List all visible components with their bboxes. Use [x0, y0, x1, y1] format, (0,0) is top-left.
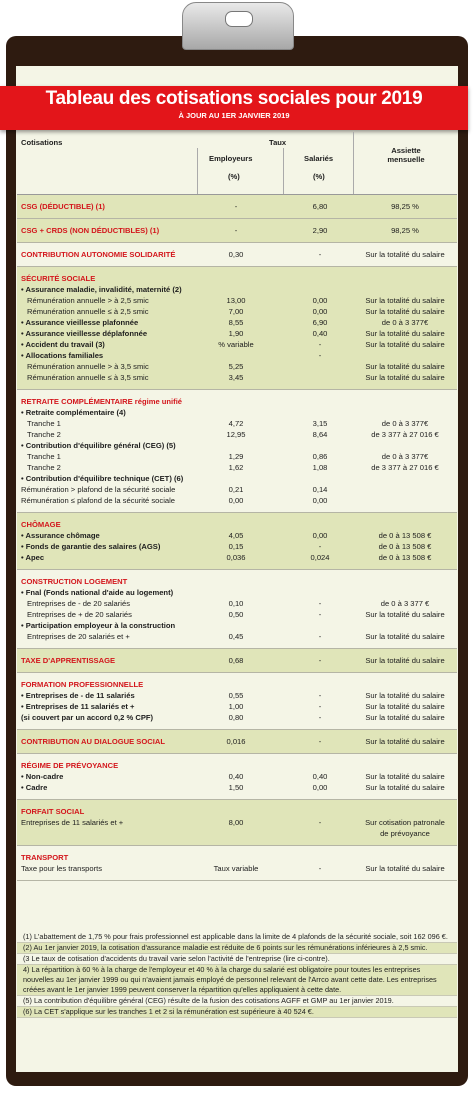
row-label: • Participation employeur à la construction: [21, 621, 176, 630]
table-row: [17, 429, 457, 440]
row-label: Rémunération > plafond de la sécurité sociale: [21, 485, 176, 494]
row-label: CONTRIBUTION AUTONOMIE SOLIDARITÉ: [21, 250, 176, 259]
row-label: • Entreprises de 11 salariés et +: [21, 702, 135, 711]
table-row: [17, 418, 457, 429]
row-label: • Assurance vieillesse déplafonnée: [21, 329, 148, 338]
assessment-base: de 0 à 3 377€: [381, 452, 429, 461]
assessment-base: de 3 377 à 27 016 €: [371, 463, 439, 472]
row-label: • Assurance maladie, invalidité, maternité (2): [21, 285, 182, 294]
row-label: • Assurance chômage: [21, 531, 100, 540]
row-label: Tranche 2: [27, 463, 61, 472]
table-section: [17, 570, 457, 649]
row-label: CONTRIBUTION AU DIALOGUE SOCIAL: [21, 737, 165, 746]
table-row: [17, 771, 457, 782]
assessment-base: Sur la totalité du salaire: [365, 362, 445, 371]
row-label: • Accident du travail (3): [21, 340, 105, 349]
assessment-base: de 0 à 3 377 €: [380, 599, 430, 608]
header-divider: [353, 132, 354, 194]
table-row: [17, 806, 457, 817]
header-cotisations: Cotisations: [21, 138, 63, 147]
header-taux: Taux: [269, 138, 287, 147]
employer-rate: 0,036: [226, 553, 246, 562]
row-label: • Fonds de garantie des salaires (AGS): [21, 542, 161, 551]
row-label: • Fnal (Fonds national d'aide au logement): [21, 588, 174, 597]
table-row: [17, 620, 457, 631]
table-section: [17, 649, 457, 673]
employer-rate: 1,29: [228, 452, 244, 461]
table-row: [17, 451, 457, 462]
table-row: [17, 317, 457, 328]
employee-rate: 3,15: [312, 419, 328, 428]
employee-rate: -: [318, 632, 322, 641]
employee-rate: -: [318, 864, 322, 873]
table-row: [17, 484, 457, 495]
footnote: 4) La répartition à 60 % à la charge de l'employeur et 40 % à la charge du salarié est obligatoire pour toutes les entreprises nouvelles au 1er janvier 1999 ou qui n'avaient jamais employé de personnel relevant de l'Arrco avant cette date. Les entreprises créées avant le 1er janvier 1999 peuvent conserver la répartition qu'elles appliquaient à cette date.: [17, 965, 457, 996]
row-label: RETRAITE COMPLÉMENTAIRE régime unifié: [21, 397, 183, 406]
employer-rate: 4,05: [228, 531, 244, 540]
table-row: [17, 679, 457, 690]
table-row: [17, 201, 457, 212]
table-row: [17, 350, 457, 361]
table-row: [17, 473, 457, 484]
row-label: Rémunération ≤ plafond de la sécurité sociale: [21, 496, 176, 505]
employer-rate: 8,00: [228, 818, 244, 827]
employer-rate: 1,50: [228, 783, 244, 792]
table-row: [17, 631, 457, 642]
title-banner: [0, 86, 468, 130]
row-label: (si couvert par un accord 0,2 % CPF): [21, 713, 154, 722]
table-row: [17, 339, 457, 350]
footnote: (1) L'abattement de 1,75 % pour frais professionnel est applicable dans la limite de 4 plafonds de la sécurité sociale, soit 162 096 €.: [17, 932, 457, 943]
row-label: TRANSPORT: [21, 853, 69, 862]
row-label: Tranche 1: [27, 452, 61, 461]
employee-rate: -: [318, 542, 322, 551]
employer-rate: 1,62: [228, 463, 244, 472]
row-label: FORMATION PROFESSIONNELLE: [21, 680, 144, 689]
header-divider: [283, 148, 284, 194]
employer-rate: 0,50: [228, 610, 244, 619]
employer-rate: 0,40: [228, 772, 244, 781]
row-label: Rémunération annuelle > à 2,5 smic: [27, 296, 149, 305]
assessment-base: de 0 à 13 508 €: [378, 542, 432, 551]
row-label: • Apec: [21, 553, 45, 562]
employer-rate: 13,00: [226, 296, 246, 305]
assessment-base: Sur la totalité du salaire: [365, 632, 445, 641]
table-row: [17, 712, 457, 723]
assessment-base: Sur la totalité du salaire: [365, 610, 445, 619]
table-row: [17, 609, 457, 620]
employer-rate: 7,00: [228, 307, 244, 316]
footnote: (2) Au 1er janvier 2019, la cotisation d'assurance maladie est réduite de 6 points sur les rémunérations inférieures à 2,5 smic.: [17, 943, 457, 954]
table-section: [17, 390, 457, 513]
employer-rate: % variable: [218, 340, 254, 349]
row-label: • Assurance vieillesse plafonnée: [21, 318, 139, 327]
employer-rate: -: [234, 202, 238, 211]
employee-rate: -: [318, 691, 322, 700]
row-label: • Contribution d'équilibre technique (CET) (6): [21, 474, 184, 483]
table-row: [17, 587, 457, 598]
employer-rate: 8,55: [228, 318, 244, 327]
row-label: Rémunération annuelle ≤ à 2,5 smic: [27, 307, 149, 316]
row-label: • Non-cadre: [21, 772, 64, 781]
employer-rate: 0,45: [228, 632, 244, 641]
header-pct-salaries: (%): [313, 172, 325, 181]
table-row: [17, 407, 457, 418]
assessment-base: Sur la totalité du salaire: [365, 737, 445, 746]
table-row: [17, 552, 457, 563]
employee-rate: -: [318, 713, 322, 722]
table-section: [17, 513, 457, 570]
clip-hole: [225, 11, 253, 27]
table-section: [17, 730, 457, 754]
employee-rate: 0,86: [312, 452, 328, 461]
footnotes: [17, 932, 457, 1018]
row-label: SÉCURITÉ SOCIALE: [21, 274, 96, 283]
assessment-base: Sur la totalité du salaire: [365, 340, 445, 349]
employer-rate: 0,55: [228, 691, 244, 700]
header-employeurs: Employeurs: [209, 154, 253, 163]
table-row: [17, 519, 457, 530]
contributions-table: [17, 132, 457, 881]
employee-rate: -: [318, 340, 322, 349]
row-label: Taxe pour les transports: [21, 864, 103, 873]
row-label: Entreprises de 20 salariés et +: [27, 632, 130, 641]
row-label: Entreprises de - de 20 salariés: [27, 599, 130, 608]
employer-rate: 1,90: [228, 329, 244, 338]
assessment-base: de 0 à 3 377€: [381, 419, 429, 428]
employee-rate: -: [318, 250, 322, 259]
assessment-base: de 0 à 13 508 €: [378, 553, 432, 562]
employee-rate: 1,08: [312, 463, 328, 472]
row-label: • Contribution d'équilibre général (CEG) (5): [21, 441, 176, 450]
assessment-base: Sur la totalité du salaire: [365, 296, 445, 305]
table-section: [17, 673, 457, 730]
employee-rate: 0,40: [312, 329, 328, 338]
row-label: CSG + CRDS (NON DÉDUCTIBLES) (1): [21, 226, 160, 235]
table-row: [17, 495, 457, 506]
assessment-base: Sur la totalité du salaire: [365, 702, 445, 711]
table-row: [17, 225, 457, 236]
page-title: Tableau des cotisations sociales pour 2019: [45, 88, 423, 109]
employee-rate: -: [318, 737, 322, 746]
employer-rate: 0,21: [228, 485, 244, 494]
row-label: Rémunération annuelle ≤ à 3,5 smic: [27, 373, 149, 382]
table-row: [17, 598, 457, 609]
table-section: [17, 195, 457, 219]
footnote: (3 Le taux de cotisation d'accidents du travail varie selon l'activité de l'entreprise (lire ci-contre).: [17, 954, 457, 965]
table-section: [17, 846, 457, 881]
table-row: [17, 760, 457, 771]
table-body: [17, 195, 457, 881]
table-row: [17, 736, 457, 747]
table-row: [17, 690, 457, 701]
header-pct-employeurs: (%): [228, 172, 240, 181]
assessment-base: de prévoyance: [380, 829, 430, 838]
employee-rate: 0,00: [312, 496, 328, 505]
row-label: CONSTRUCTION LOGEMENT: [21, 577, 128, 586]
employee-rate: 6,90: [312, 318, 328, 327]
assessment-base: Sur la totalité du salaire: [365, 691, 445, 700]
table-row: [17, 361, 457, 372]
footnote: (5) La contribution d'équilibre général (CEG) résulte de la fusion des cotisations AGFF et GMP au 1er janvier 2019.: [17, 996, 457, 1007]
table-row: [17, 817, 457, 828]
row-label: • Cadre: [21, 783, 48, 792]
employee-rate: 0,40: [312, 772, 328, 781]
assessment-base: Sur la totalité du salaire: [365, 783, 445, 792]
table-row: [17, 576, 457, 587]
row-label: Entreprises de 11 salariés et +: [21, 818, 124, 827]
table-row: [17, 440, 457, 451]
header-assiette: Assiette mensuelle: [387, 146, 425, 164]
header-salaries: Salariés: [304, 154, 334, 163]
employee-rate: 0,00: [312, 296, 328, 305]
table-row: [17, 284, 457, 295]
employee-rate: 0,14: [312, 485, 328, 494]
row-label: RÉGIME DE PRÉVOYANCE: [21, 761, 119, 770]
table-row: [17, 530, 457, 541]
employee-rate: -: [318, 351, 322, 360]
row-label: Rémunération annuelle > à 3,5 smic: [27, 362, 149, 371]
table-row: [17, 372, 457, 383]
employee-rate: 6,80: [312, 202, 328, 211]
assessment-base: Sur la totalité du salaire: [365, 864, 445, 873]
employee-rate: -: [318, 610, 322, 619]
table-section: [17, 267, 457, 390]
header-divider: [197, 148, 198, 194]
employer-rate: 5,25: [228, 362, 244, 371]
employer-rate: 1,00: [228, 702, 244, 711]
employer-rate: 0,016: [226, 737, 246, 746]
employer-rate: 0,10: [228, 599, 244, 608]
table-row: [17, 295, 457, 306]
assessment-base: Sur la totalité du salaire: [365, 713, 445, 722]
assessment-base: Sur la totalité du salaire: [365, 250, 445, 259]
table-row: [17, 249, 457, 260]
employer-rate: -: [234, 226, 238, 235]
employee-rate: 8,64: [312, 430, 328, 439]
table-row: [17, 852, 457, 863]
table-row: [17, 462, 457, 473]
table-row: [17, 306, 457, 317]
row-label: • Retraite complémentaire (4): [21, 408, 126, 417]
row-label: TAXE D'APPRENTISSAGE: [21, 656, 116, 665]
employee-rate: 0,00: [312, 531, 328, 540]
table-row: [17, 701, 457, 712]
assessment-base: Sur la totalité du salaire: [365, 772, 445, 781]
assessment-base: de 3 377 à 27 016 €: [371, 430, 439, 439]
assessment-base: Sur la totalité du salaire: [365, 373, 445, 382]
row-label: FORFAIT SOCIAL: [21, 807, 85, 816]
table-section: [17, 243, 457, 267]
table-row: [17, 396, 457, 407]
assessment-base: 98,25 %: [391, 226, 419, 235]
assessment-base: Sur la totalité du salaire: [365, 307, 445, 316]
assessment-base: de 0 à 3 377€: [381, 318, 429, 327]
employer-rate: Taux variable: [213, 864, 259, 873]
employee-rate: -: [318, 702, 322, 711]
table-row: [17, 782, 457, 793]
assessment-base: Sur la totalité du salaire: [365, 656, 445, 665]
table-row: [17, 863, 457, 874]
table-row: [17, 655, 457, 666]
assessment-base: Sur cotisation patronale: [365, 818, 445, 827]
employee-rate: 2,90: [312, 226, 328, 235]
row-label: • Allocations familiales: [21, 351, 104, 360]
table-header: [17, 132, 457, 195]
employee-rate: -: [318, 599, 322, 608]
row-label: CSG (DÉDUCTIBLE) (1): [21, 202, 105, 211]
table-row: [17, 541, 457, 552]
page-subtitle: À JOUR AU 1ER JANVIER 2019: [178, 111, 290, 120]
footnote: (6) La CET s'applique sur les tranches 1 et 2 si la rémunération est supérieure à 40 524 €.: [17, 1007, 457, 1018]
row-label: • Entreprises de - de 11 salariés: [21, 691, 135, 700]
table-row: [17, 828, 457, 839]
row-label: Tranche 1: [27, 419, 61, 428]
employee-rate: 0,024: [310, 553, 330, 562]
employee-rate: 0,00: [312, 783, 328, 792]
assessment-base: Sur la totalité du salaire: [365, 329, 445, 338]
table-row: [17, 273, 457, 284]
employer-rate: 0,30: [228, 250, 244, 259]
row-label: Tranche 2: [27, 430, 61, 439]
employee-rate: 0,00: [312, 307, 328, 316]
employee-rate: -: [318, 656, 322, 665]
employee-rate: -: [318, 818, 322, 827]
employer-rate: 0,15: [228, 542, 244, 551]
table-section: [17, 800, 457, 846]
assessment-base: 98,25 %: [391, 202, 419, 211]
table-row: [17, 328, 457, 339]
row-label: CHÔMAGE: [21, 520, 61, 529]
employer-rate: 0,68: [228, 656, 244, 665]
row-label: Entreprises de + de 20 salariés: [27, 610, 132, 619]
employer-rate: 0,80: [228, 713, 244, 722]
employer-rate: 3,45: [228, 373, 244, 382]
assessment-base: de 0 à 13 508 €: [378, 531, 432, 540]
employer-rate: 12,95: [226, 430, 246, 439]
clipboard-clip: [182, 2, 294, 50]
table-section: [17, 754, 457, 800]
employer-rate: 4,72: [228, 419, 244, 428]
employer-rate: 0,00: [228, 496, 244, 505]
table-section: [17, 219, 457, 243]
